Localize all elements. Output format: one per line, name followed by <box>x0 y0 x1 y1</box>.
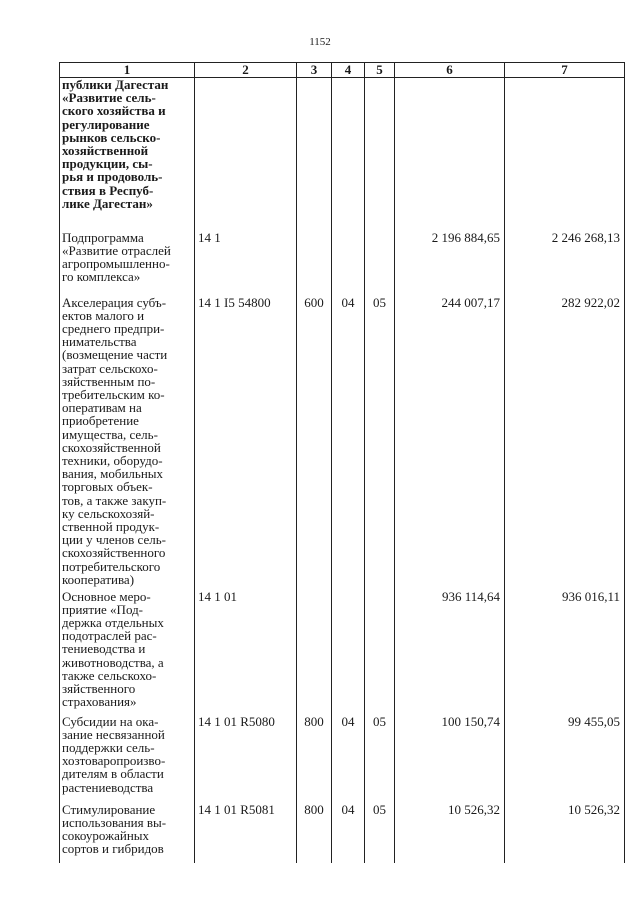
row-c3: 800 <box>297 803 332 863</box>
row-c7: 936 016,11 <box>505 590 625 715</box>
column-header: 5 <box>365 63 395 78</box>
column-header: 1 <box>60 63 195 78</box>
budget-table <box>59 62 625 863</box>
header-row <box>60 63 625 78</box>
row-name: Акселерация субъ- ектов малого и среднего предпри- нимательства (возмещение части затрат сельскохо- зяйственным по- требительским ко- оперативам на приобретение имущества, сель- скохозяйственной техники, оборудо- вания, мобильных торговых объек- тов, а также закуп- ку сельскохозяй- ственной продук- ции у членов сель- скохозяйственного потребительского кооператива) <box>60 296 195 590</box>
row-c5 <box>365 231 395 296</box>
row-c6: 2 196 884,65 <box>395 231 505 296</box>
row-c4: 04 <box>332 715 365 803</box>
row-code: 14 1 <box>195 231 297 296</box>
row-name: Основное меро- приятие «Под- держка отдельных подотраслей рас- тениеводства и животноводства, а также сельскохо- зяйственного страхования» <box>60 590 195 715</box>
row-code: 14 1 01 <box>195 590 297 715</box>
row-c4: 04 <box>332 803 365 863</box>
table-row <box>60 231 625 296</box>
table-row <box>60 296 625 590</box>
row-c7: 2 246 268,13 <box>505 231 625 296</box>
row-code <box>195 78 297 231</box>
row-c5 <box>365 78 395 231</box>
row-c3 <box>297 78 332 231</box>
column-header: 2 <box>195 63 297 78</box>
row-c3: 600 <box>297 296 332 590</box>
column-header: 3 <box>297 63 332 78</box>
row-code: 14 1 01 R5081 <box>195 803 297 863</box>
row-c6 <box>395 78 505 231</box>
table-row <box>60 803 625 863</box>
row-c4 <box>332 78 365 231</box>
row-c6: 244 007,17 <box>395 296 505 590</box>
row-c7 <box>505 78 625 231</box>
table-row <box>60 715 625 803</box>
row-c4 <box>332 231 365 296</box>
row-name: Субсидии на ока- зание несвязанной поддержки сель- хозтоваропроизво- дителям в области растениеводства <box>60 715 195 803</box>
row-c6: 100 150,74 <box>395 715 505 803</box>
page-number: 1152 <box>309 36 331 48</box>
row-c7: 282 922,02 <box>505 296 625 590</box>
row-c5: 05 <box>365 715 395 803</box>
row-c3 <box>297 231 332 296</box>
row-name: Подпрограмма «Развитие отраслей агропромышленно- го комплекса» <box>60 231 195 296</box>
row-c3 <box>297 590 332 715</box>
row-code: 14 1 01 R5080 <box>195 715 297 803</box>
column-header: 6 <box>395 63 505 78</box>
table-row <box>60 590 625 715</box>
row-c4 <box>332 590 365 715</box>
row-c4: 04 <box>332 296 365 590</box>
table-row <box>60 78 625 231</box>
column-header: 7 <box>505 63 625 78</box>
row-code: 14 1 I5 54800 <box>195 296 297 590</box>
row-name: Стимулирование использования вы- сокоурожайных сортов и гибридов <box>60 803 195 863</box>
row-c3: 800 <box>297 715 332 803</box>
column-header: 4 <box>332 63 365 78</box>
row-c5: 05 <box>365 803 395 863</box>
row-c5: 05 <box>365 296 395 590</box>
row-c5 <box>365 590 395 715</box>
row-c7: 99 455,05 <box>505 715 625 803</box>
row-c6: 10 526,32 <box>395 803 505 863</box>
row-c7: 10 526,32 <box>505 803 625 863</box>
row-name: публики Дагестан «Развитие сель- ского хозяйства и регулирование рынков сельско- хозяйственной продукции, сы- рья и продоволь- ствия в Респуб- лике Дагестан» <box>60 78 195 231</box>
row-c6: 936 114,64 <box>395 590 505 715</box>
